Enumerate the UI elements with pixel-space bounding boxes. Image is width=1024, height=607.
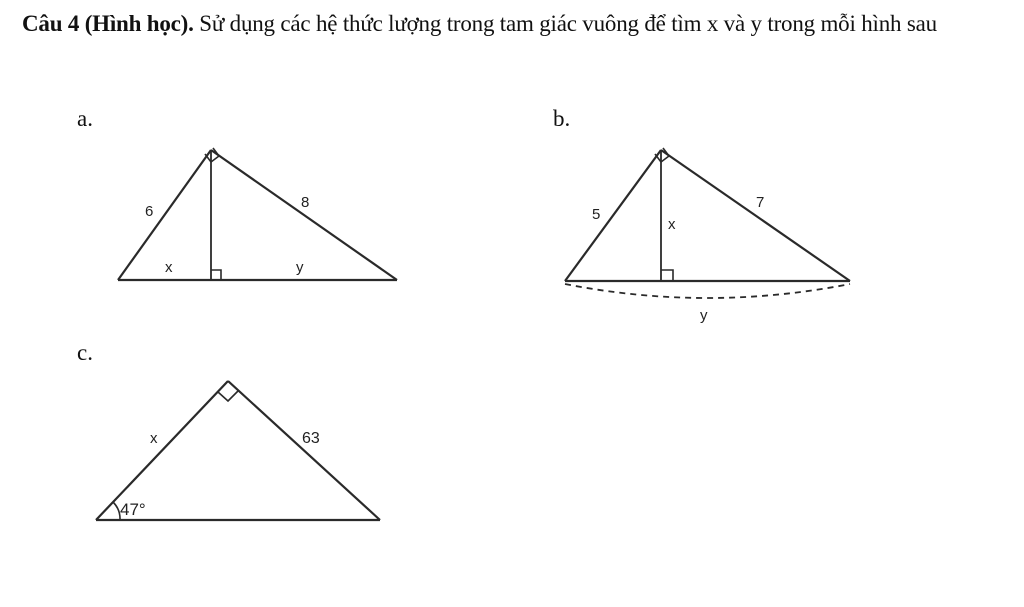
- figure-b-base-label: y: [700, 307, 708, 324]
- figure-c-right-angle-mark: [218, 391, 238, 401]
- figure-a-segment-y-label: y: [296, 259, 304, 276]
- figure-c-angle-label: 47°: [120, 500, 146, 519]
- figure-a-segment-x-label: x: [165, 259, 173, 276]
- figure-b-label: b.: [553, 106, 571, 131]
- figure-b-side-left-label: 5: [592, 206, 601, 223]
- question-body: Sử dụng các hệ thức lượng trong tam giác vuông để tìm x và y trong mỗi hình sau: [193, 11, 937, 36]
- figure-a-side-right-label: 8: [301, 194, 310, 211]
- figure-c-leg-right: [228, 381, 380, 520]
- figure-c-side-left-label: x: [150, 430, 158, 447]
- figure-a-label: a.: [77, 106, 93, 131]
- figure-c-leg-left: [96, 381, 228, 520]
- figure-c-label: c.: [77, 340, 93, 365]
- question-number: Câu 4 (Hình học).: [22, 11, 194, 36]
- figure-b-altitude-label: x: [668, 216, 676, 233]
- figure-c-side-right-label: 63: [302, 430, 320, 447]
- figure-b-side-right-label: 7: [756, 194, 765, 211]
- figure-a-side-left-label: 6: [145, 203, 154, 220]
- figure-c-angle-arc: [113, 502, 120, 520]
